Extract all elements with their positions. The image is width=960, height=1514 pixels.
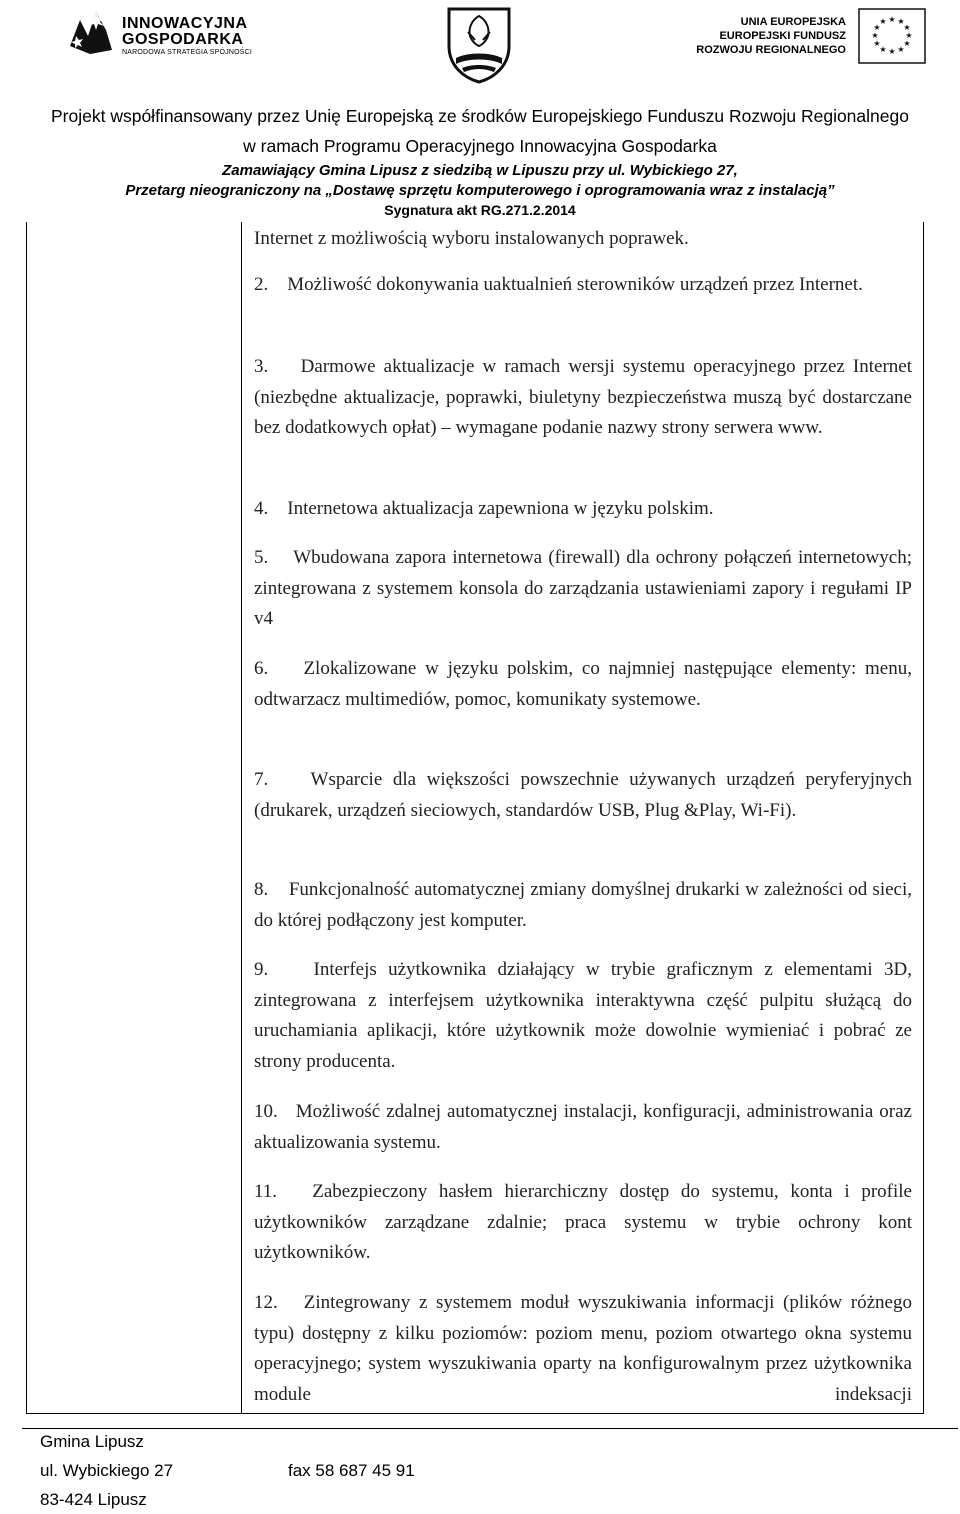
svg-text:★: ★ [905,31,913,40]
svg-text:★: ★ [888,47,896,56]
header-line-tender: Przetarg nieograniczony na „Dostawę sprzętu komputerowego i oprogramowania wraz z instalacją” [125,182,835,199]
header-line-project: Projekt współfinansowany przez Unię Europejską ze środków Europejskiego Funduszu Rozwoju Regionalnego [51,106,909,126]
footer-fax: fax 58 687 45 91 [288,1461,415,1480]
logo-bar [0,0,960,100]
svg-text:★: ★ [903,23,911,32]
header-line-program: w ramach Programu Operacyjnego Innowacyjna Gospodarka [243,136,717,156]
footer-street: ul. Wybickiego 27 [40,1461,174,1480]
spec-item-11: 11. Zabezpieczony hasłem hierarchiczny dostęp do systemu, konta i profile użytkowników zarządzane zdalnie; praca systemu w trybie ochrony kont użytkowników. [254,1181,912,1263]
svg-text:★: ★ [873,23,881,32]
spec-item-12: 12. Zintegrowany z systemem moduł wyszukiwania informacji (plików różnego typu) dostępny z kilku poziomów: poziom menu, poziom otwartego okna systemu operacyjnego; system wyszukiwania oparty na konfigurowalnym przez użytkownika module indeksacji [254,1292,912,1405]
spec-item-8: 8. Funkcjonalność automatycznej zmiany domyślnej drukarki w zależności od sieci, do której podłączony jest komputer. [254,879,912,931]
svg-text:★: ★ [871,31,879,40]
spec-item-9: 9. Interfejs użytkownika działający w trybie graficznym z elementami 3D, zintegrowana z interfejsem użytkownika interaktywna część pulpitu służącą do uruchamiania aplikacji, które użytkownik może dowolnie wymieniać i pobrać ze strony producenta. [254,959,912,1072]
header-line-signature: Sygnatura akt RG.271.2.2014 [384,202,576,218]
innowacyjna-gospodarka-mark-icon [66,6,114,58]
innowacyjna-gospodarka-logo [66,6,266,66]
spec-item-2: 2. Możliwość dokonywania uaktualnień sterowników urządzeń przez Internet. [254,274,863,295]
logo-text-line1: INNOWACYJNA [122,15,248,32]
svg-text:★: ★ [879,45,887,54]
footer-name: Gmina Lipusz [40,1432,144,1451]
svg-text:★: ★ [888,15,896,24]
gmina-crest-icon [446,6,512,84]
spec-item-1-continued: Internet z możliwością wyboru instalowanych poprawek. [254,228,689,249]
spec-item-3: 3. Darmowe aktualizacje w ramach wersji systemu operacyjnego przez Internet (niezbędne aktualizacje, poprawki, biuletyny bezpieczeństwa muszą być dostarczane bez dodatkowych opłat) – wymagane podanie nazwy strony serwera www. [254,356,912,438]
eu-logo [686,6,926,66]
logo-text-line3: NARODOWA STRATEGIA SPÓJNOŚCI [122,49,253,56]
svg-text:★: ★ [873,39,881,48]
svg-text:★: ★ [903,39,911,48]
footer-rule [22,1428,958,1429]
column-divider [241,222,242,1413]
eu-text-line2: EUROPEJSKI FUNDUSZ [719,30,846,42]
svg-text:★: ★ [897,17,905,26]
eu-flag-icon [858,8,926,64]
eu-text-line1: UNIA EUROPEJSKA [740,16,846,28]
svg-text:★: ★ [897,45,905,54]
header-line-contracting: Zamawiający Gmina Lipusz z siedzibą w Lipuszu przy ul. Wybickiego 27, [222,162,738,179]
logo-text-line2: GOSPODARKA [122,31,244,48]
spec-item-10: 10. Możliwość zdalnej automatycznej instalacji, konfiguracji, administrowania oraz aktualizowania systemu. [254,1101,912,1153]
svg-text:★: ★ [879,17,887,26]
eu-text-line3: ROZWOJU REGIONALNEGO [696,44,846,56]
spec-item-5: 5. Wbudowana zapora internetowa (firewall) dla ochrony połączeń internetowych; zintegrowana z systemem konsola do zarządzania ustawieniami zapory i regułami IP v4 [254,547,912,629]
spec-item-4: 4. Internetowa aktualizacja zapewniona w języku polskim. [254,498,714,519]
footer-postal: 83-424 Lipusz [40,1490,147,1509]
spec-item-7: 7. Wsparcie dla większości powszechnie używanych urządzeń peryferyjnych (drukarek, urządzeń sieciowych, standardów USB, Plug &Play, Wi-Fi). [254,769,912,821]
spec-item-6: 6. Zlokalizowane w języku polskim, co najmniej następujące elementy: menu, odtwarzacz multimediów, pomoc, komunikaty systemowe. [254,658,912,710]
